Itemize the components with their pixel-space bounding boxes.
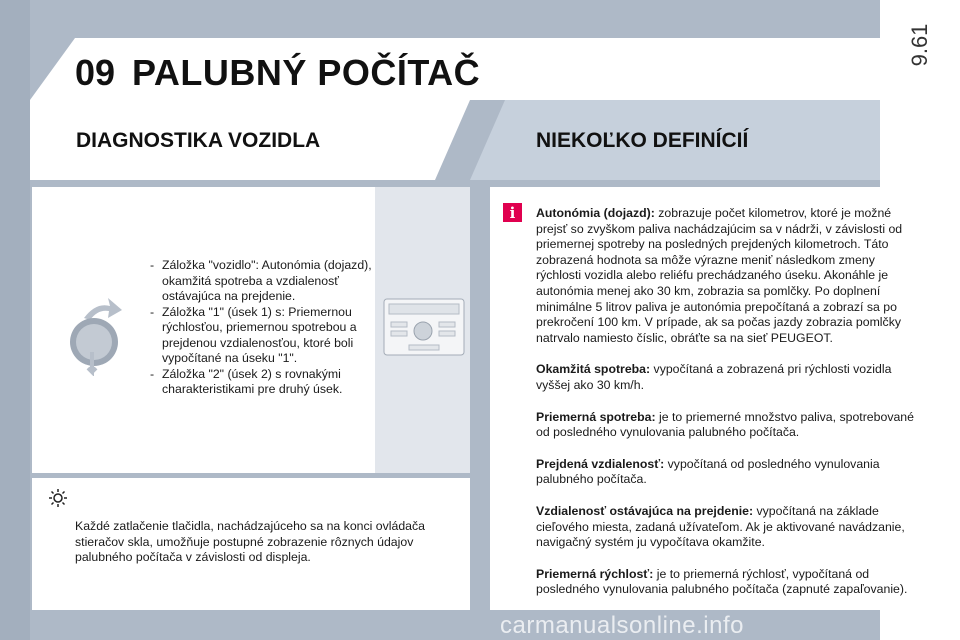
definition-text: je to priemerná rýchlosť, vypočítaná od posledného vynulovania palubného počítača (zapnuté zapaľovanie). [536,566,908,597]
definition-term: Vzdialenosť ostávajúca na prejdenie: [536,503,754,518]
list-item: - Záložka "1" (úsek 1) s: Priemernou rýchlosťou, priemernou spotrebou a prejdenou vzdialenosťou, ktoré boli vypočítané na úseku "1". [148,305,374,367]
definition-text: vypočítaná a zobrazená pri rýchlosti vozidla vyššej ako 30 km/h. [536,362,892,392]
audio-control-panel-illustration [383,298,465,356]
diagnostics-tab-list [148,258,374,398]
definition-text: vypočítaná od posledného vynulovania palubného počítača. [536,456,880,487]
list-item: - Záložka "2" (úsek 2) s rovnakými charakteristikami pre druhý úsek. [148,367,374,398]
rotary-knob-illustration [62,292,132,376]
definition-text: zobrazuje počet kilometrov, ktoré je možné prejsť so zvyškom paliva nachádzajúcim sa v nádrži, v závislosti od priemernej spotreby na posledných prejdených kilometroch. Táto zobrazená hodnota sa môže výrazne meniť následkom zmeny rýchlosti vozidla alebo reliéfu prechádzaného úseku. Akonáhle je autonómia menej ako 30 km, zobrazia sa pomlčky. Po doplnení minimálne 5 litrov paliva je autonómia prepočítaná a zobrazí sa po prekročení 100 km. V prípade, ak sa počas jazdy zobrazia pomlčky natrvalo namiesto číslic, obráťte sa na sieť PEUGEOT. [536,206,903,345]
watermark: carmanualsonline.info [500,612,744,639]
tip-sun-icon [48,488,68,508]
definition-item [536,206,918,346]
definition-term: Okamžitá spotreba: [536,362,651,377]
definition-text: je to priemerné množstvo paliva, spotrebované od posledného vynulovania palubného počítača. [536,409,914,440]
definition-text: vypočítaná na základe cieľového miesta, zadaná užívateľom. Ak je aktivované navádzanie, navigačný systém ju vypočítava okamžite. [536,503,905,550]
info-icon: i [503,203,522,222]
definition-term: Priemerná spotreba: [536,409,656,424]
definition-item [536,567,918,598]
definitions-list [536,206,918,614]
definition-item [536,362,918,393]
list-item: - Záložka "vozidlo": Autonómia (dojazd), okamžitá spotreba a vzdialenosť ostávajúca na prejdenie. [148,258,374,305]
chapter-number: 09 [75,52,116,93]
definitions-section-title: NIEKOĽKO DEFINÍCIÍ [536,129,749,152]
diagnostics-section-title: DIAGNOSTIKA VOZIDLA [76,129,321,152]
definition-term: Priemerná rýchlosť: [536,566,654,581]
page-number: 9.61 [907,23,932,67]
definition-term: Prejdená vzdialenosť: [536,456,665,471]
definition-item [536,504,918,551]
definition-term: Autonómia (dojazd): [536,206,655,220]
chapter-title: PALUBNÝ POČÍTAČ [132,52,481,93]
definition-item [536,410,918,441]
tip-note-text: Každé zatlačenie tlačidla, nachádzajúceho sa na konci ovládača stieračov skla, umožňuje postupné zobrazenie rôznych údajov palubného počítača v závislosti od displeja. [75,519,426,564]
definition-item [536,457,918,488]
